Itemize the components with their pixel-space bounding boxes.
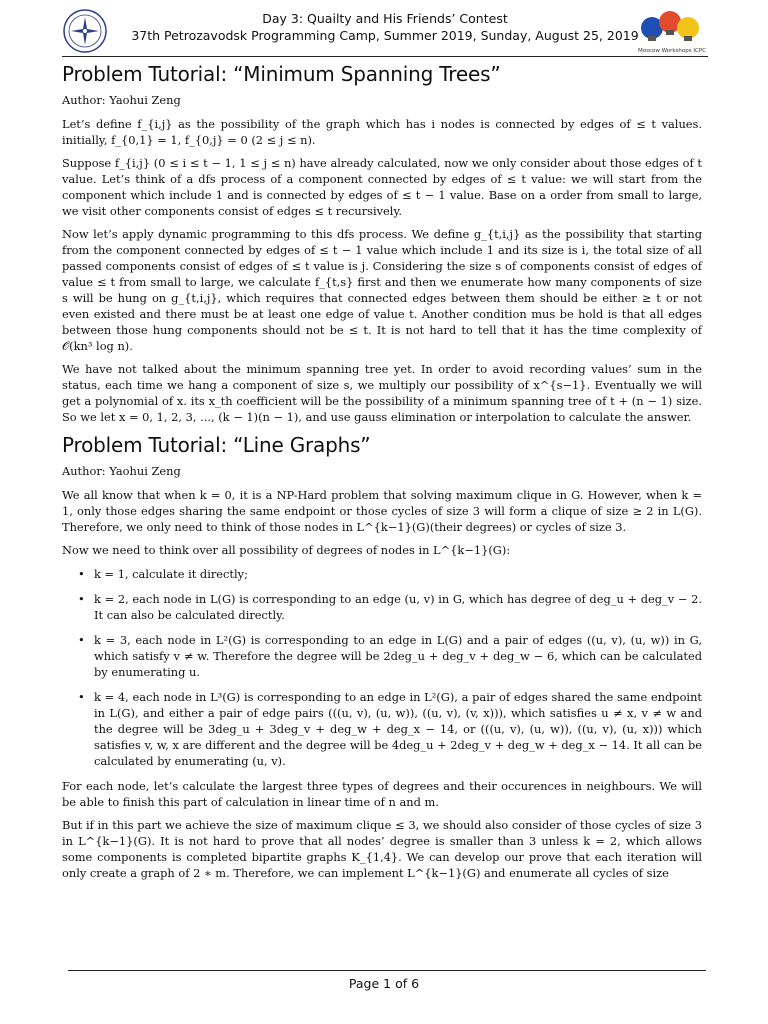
section-title: Problem Tutorial: “Line Graphs” xyxy=(62,433,371,457)
main-content xyxy=(62,62,702,888)
page-number: Page 1 of 6 xyxy=(348,976,420,991)
paragraph: We have not talked about the minimum spanning tree yet. In order to avoid recording values’ sum in the status, each time we hang a component of size s, we multiply our possibility of x^{s−1}. Eventually we will get a polynomial of x. its x_th coefficient will be the possibility of a minimum spanning tree of t + (n − 1) size. So we let x = 0, 1, 2, 3, ..., (k − 1)(n − 1), and use gauss elimination or interpolation to calculate the answer. xyxy=(62,362,702,424)
list-item: • k = 3, each node in L²(G) is corresponding to an edge in L(G) and a pair of edges ((u, v), (u, w)) in G, which satisfy v ≠ w. Therefore the degree will be 2deg_u + deg_v + deg_w − 6, which can be calculated by enumerating u. xyxy=(94,632,702,680)
author-line: Author: Yaohui Zeng xyxy=(62,464,181,478)
paragraph: Suppose f_{i,j} (0 ≤ i ≤ t − 1, 1 ≤ j ≤ n) have already calculated, now we only consider about those edges of t value. Let’s think of a dfs process of a component connected by edges of ≤ t value: we will start from the component which include 1 and is connected by edges of ≤ t − 1 value. Base on a order from small to large, we visit other components consist of edges ≤ t recursively. xyxy=(62,156,702,218)
logo-caption: Moscow Workshops ICPC xyxy=(638,48,706,54)
section-minimum-spanning-trees xyxy=(62,62,702,425)
header-line2: 37th Petrozavodsk Programming Camp, Summer 2019, Sunday, August 25, 2019 xyxy=(131,28,639,43)
paragraph: Now let’s apply dynamic programming to this dfs process. We define g_{t,i,j} as the possibility that starting from the component connected by edges of ≤ t − 1 value which include 1 and its size is i, the total size of all passed components consist of edges of ≤ t value is j. Considering the size s of components consist of edges of value ≤ t from small to large, we calculate f_{t,s} first and then we enumerate how many components of size s will be hung on g_{t,i,j}, which requires that connected edges between them should be either ≥ t or not even existed and there must be at least one edge of value t. Another condition mus be hold is that all edges between those hung components should not be ≤ t. It is not hard to tell that it has the time complexity of 𝒪(kn³ log n). xyxy=(62,227,702,353)
list-item: • k = 2, each node in L(G) is corresponding to an edge (u, v) in G, which has degree of deg_u + deg_v − 2. It can also be calculated directly. xyxy=(94,591,702,623)
list-item: • k = 1, calculate it directly; xyxy=(94,566,702,582)
section-title: Problem Tutorial: “Minimum Spanning Trees” xyxy=(62,62,501,86)
section-line-graphs xyxy=(62,433,702,881)
footer-divider xyxy=(68,970,706,971)
header-text xyxy=(122,10,648,44)
paragraph: We all know that when k = 0, it is a NP-Hard problem that solving maximum clique in G. However, when k = 1, only those edges sharing the same endpoint or those cycles of size 3 will form a clique of size ≥ 2 in L(G). Therefore, we only need to think of those nodes in L^{k−1}(G)(their degrees) or cycles of size 3. xyxy=(62,488,702,534)
page-header xyxy=(62,6,708,54)
author-line: Author: Yaohui Zeng xyxy=(62,93,181,107)
header-divider xyxy=(62,56,708,57)
petrozavodsk-camp-logo xyxy=(62,8,108,54)
paragraph: Let’s define f_{i,j} as the possibility of the graph which has i nodes is connected by edges of ≤ t values. initially, f_{0,1} = 1, f_{0,j} = 0 (2 ≤ j ≤ n). xyxy=(62,117,702,147)
list-item: • k = 4, each node in L³(G) is corresponding to an edge in L²(G), a pair of edges shared the same endpoint in L(G), and either a pair of edge pairs (((u, v), (u, w)), ((u, v), (v, x))), which satisfies u ≠ x, v ≠ w and the degree will be 3deg_u + 3deg_v + deg_w + deg_x − 14, or (((u, v), (u, w)), ((u, v), (u, x))) which satisfies v, w, x are different and the degree will be 4deg_u + 2deg_v + deg_w + deg_x − 14. It all can be calculated by enumerating (u, v). xyxy=(94,689,702,769)
paragraph: But if in this part we achieve the size of maximum clique ≤ 3, we should also consider of those cycles of size 3 in L^{k−1}(G). It is not hard to prove that all nodes’ degree is smaller than 3 unless k = 2, which allows some components is completed bipartite graphs K_{1,4}. We can develop our prove that each iteration will only create a graph of 2 ∗ m. Therefore, we can implement L^{k−1}(G) and enumerate all cycles of size xyxy=(62,818,702,880)
paragraph: Now we need to think over all possibility of degrees of nodes in L^{k−1}(G): xyxy=(62,543,511,557)
header-line1: Day 3: Quailty and His Friends’ Contest xyxy=(262,11,508,26)
bullet-list xyxy=(62,566,702,769)
paragraph: For each node, let’s calculate the largest three types of degrees and their occurences in neighbours. We will be able to finish this part of calculation in linear time of n and m. xyxy=(62,779,702,809)
